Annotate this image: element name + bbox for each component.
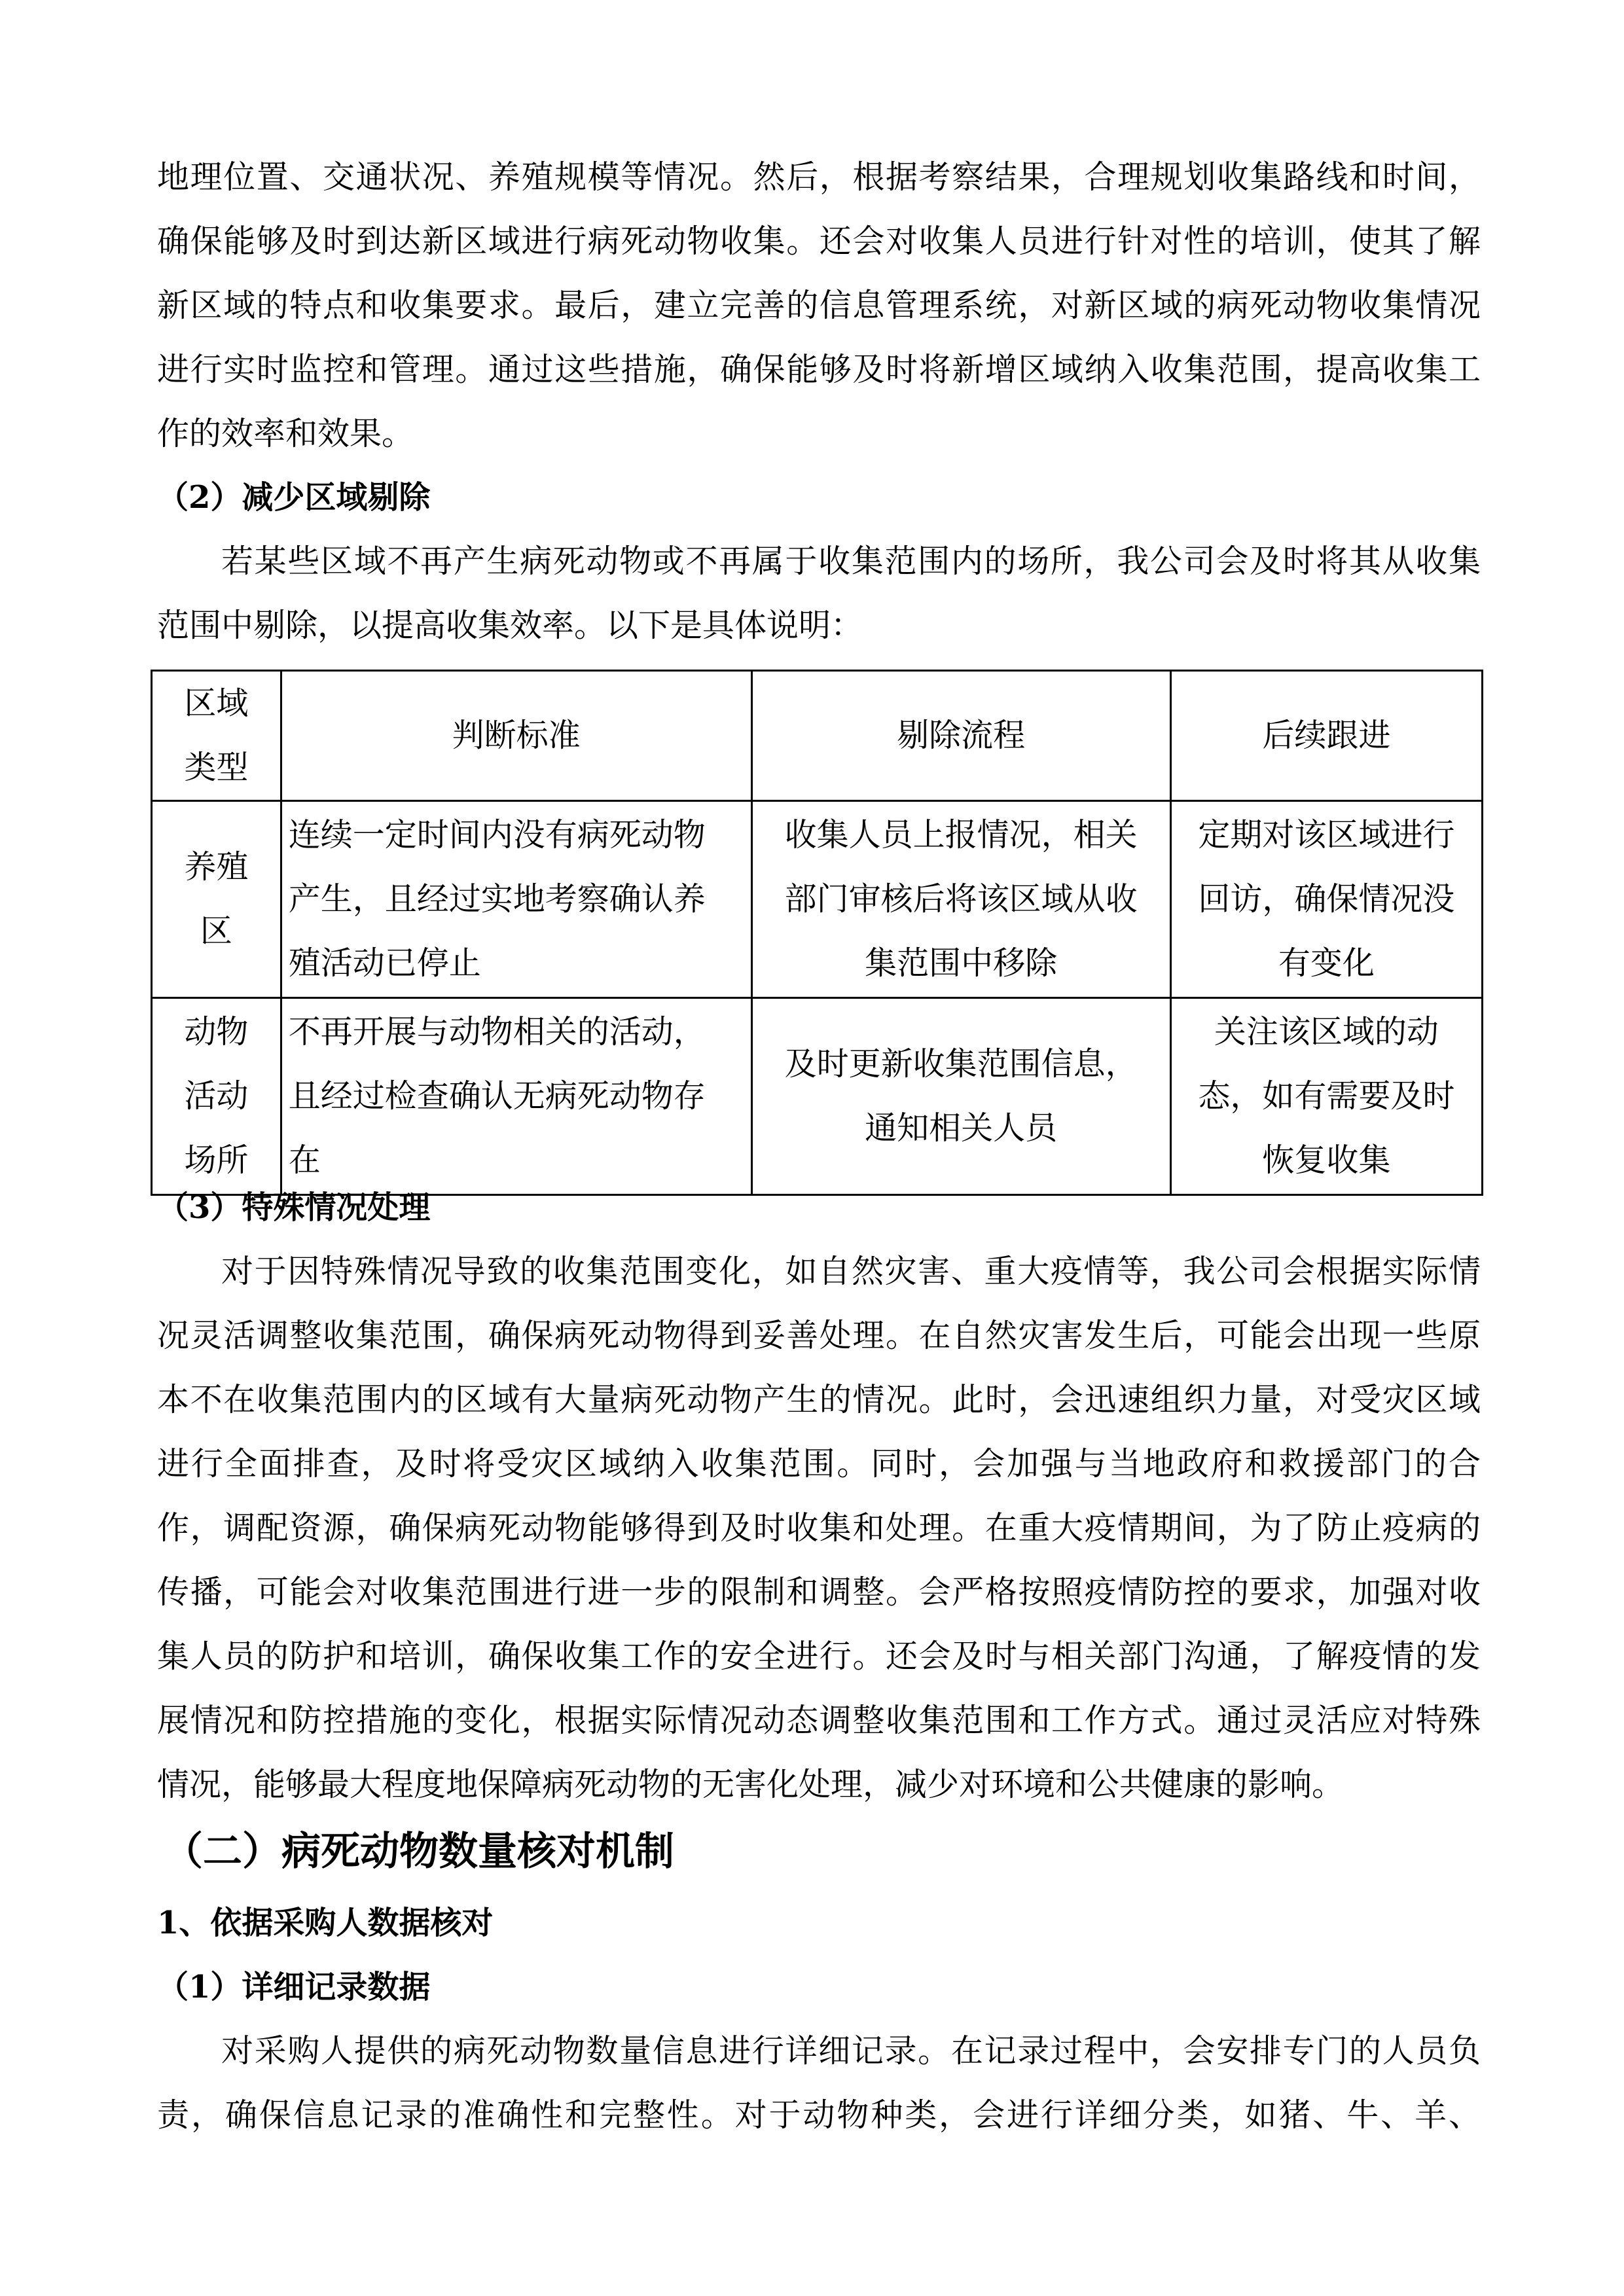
table-cell xyxy=(281,801,751,998)
table-cell xyxy=(751,671,1170,801)
text-line: 作的效率和效果。 xyxy=(157,415,414,452)
cell-line: 连续一定时间内没有病死动物 xyxy=(288,816,706,853)
cell-line: 区 xyxy=(200,912,232,950)
text-line: 况灵活调整收集范围，确保病死动物得到妥善处理。在自然灾害发生后，可能会出现一些原 xyxy=(157,1317,1481,1354)
table-cell xyxy=(1170,998,1482,1195)
heading-special-cases: （3）特殊情况处理 xyxy=(157,1189,431,1226)
cell-line: 区域 xyxy=(184,685,249,722)
table-row xyxy=(152,801,1483,998)
table-cell xyxy=(751,801,1170,998)
cell-line: 有变化 xyxy=(1278,944,1375,982)
cell-line: 后续跟进 xyxy=(1262,717,1391,754)
table-cell xyxy=(152,671,281,801)
text-line: 进行实时监控和管理。通过这些措施，确保能够及时将新增区域纳入收集范围，提高收集工 xyxy=(157,351,1481,388)
cell-line: 殖活动已停止 xyxy=(288,944,481,982)
text-line: 确保能够及时到达新区域进行病死动物收集。还会对收集人员进行针对性的培训，使其了解 xyxy=(157,223,1481,260)
cell-line: 活动 xyxy=(184,1077,249,1115)
text-line: 新区域的特点和收集要求。最后，建立完善的信息管理系统，对新区域的病死动物收集情况 xyxy=(157,287,1481,324)
text-line: 作，调配资源，确保病死动物能够得到及时收集和处理。在重大疫情期间，为了防止疫病的 xyxy=(157,1509,1481,1547)
paragraph-detailed-records xyxy=(157,2019,1481,2147)
cell-line: 态，如有需要及时 xyxy=(1198,1077,1455,1115)
cell-line: 通知相关人员 xyxy=(865,1109,1058,1147)
text-line: 集人员的防护和培训，确保收集工作的安全进行。还会及时与相关部门沟通，了解疫情的发 xyxy=(157,1638,1481,1675)
cell-line: 场所 xyxy=(184,1141,249,1179)
text-line: 本不在收集范围内的区域有大量病死动物产生的情况。此时，会迅速组织力量，对受灾区域 xyxy=(157,1381,1481,1418)
text-line: 对采购人提供的病死动物数量信息进行详细记录。在记录过程中，会安排专门的人员负 xyxy=(221,2032,1481,2070)
cell-line: 及时更新收集范围信息， xyxy=(784,1045,1138,1083)
text-line: 地理位置、交通状况、养殖规模等情况。然后，根据考察结果，合理规划收集路线和时间， xyxy=(157,158,1481,196)
cell-line: 产生，且经过实地考察确认养 xyxy=(288,880,706,918)
cell-line: 在 xyxy=(288,1141,321,1179)
cell-line: 剔除流程 xyxy=(897,717,1026,754)
table-header-row xyxy=(152,671,1483,801)
cell-line: 定期对该区域进行 xyxy=(1198,816,1455,853)
text-line: 情况，能够最大程度地保障病死动物的无害化处理，减少对环境和公共健康的影响。 xyxy=(157,1766,1344,1803)
cell-line: 集范围中移除 xyxy=(865,944,1058,982)
text-line: 进行全面排查，及时将受灾区域纳入收集范围。同时，会加强与当地政府和救援部门的合 xyxy=(157,1445,1481,1482)
text-line: 若某些区域不再产生病死动物或不再属于收集范围内的场所，我公司会及时将其从收集 xyxy=(221,543,1481,580)
cell-line: 回访，确保情况没 xyxy=(1198,880,1455,918)
heading-detailed-records: （1）详细记录数据 xyxy=(157,1969,431,2005)
table-cell xyxy=(281,998,751,1195)
table-cell xyxy=(152,801,281,998)
cell-line: 类型 xyxy=(184,749,249,786)
text-line: 传播，可能会对收集范围进行进一步的限制和调整。会严格按照疫情防控的要求，加强对收 xyxy=(157,1573,1481,1611)
text-line: 责，确保信息记录的准确性和完整性。对于动物种类，会进行详细分类，如猪、牛、羊、 xyxy=(157,2096,1481,2134)
cell-line: 关注该区域的动 xyxy=(1214,1013,1439,1050)
section-heading-count-check: （二）病死动物数量核对机制 xyxy=(164,1829,674,1874)
cell-line: 判断标准 xyxy=(452,717,581,754)
cell-line: 养殖 xyxy=(184,848,249,886)
table-cell xyxy=(152,998,281,1195)
cell-line: 动物 xyxy=(184,1013,249,1050)
text-line: 展情况和防控措施的变化，根据实际情况动态调整收集范围和工作方式。通过灵活应对特殊 xyxy=(157,1702,1481,1739)
text-line: 对于因特殊情况导致的收集范围变化，如自然灾害、重大疫情等，我公司会根据实际情 xyxy=(221,1253,1481,1290)
table-cell xyxy=(1170,671,1482,801)
cell-line: 且经过检查确认无病死动物存 xyxy=(288,1077,706,1115)
table-cell xyxy=(751,998,1170,1195)
table-row xyxy=(152,998,1483,1195)
text-line: 范围中剔除，以提高收集效率。以下是具体说明： xyxy=(157,607,863,644)
paragraph-reduce-area xyxy=(157,529,1481,658)
cell-line: 部门审核后将该区域从收 xyxy=(784,880,1138,918)
cell-line: 不再开展与动物相关的活动， xyxy=(288,1013,706,1050)
heading-buyer-data-check: 1、依据采购人数据核对 xyxy=(157,1905,494,1941)
paragraph-special-cases xyxy=(157,1240,1481,1817)
table-cell xyxy=(281,671,751,801)
region-removal-table xyxy=(151,670,1483,1196)
heading-reduce-area: （2）减少区域剔除 xyxy=(157,479,431,516)
table-cell xyxy=(1170,801,1482,998)
cell-line: 恢复收集 xyxy=(1262,1141,1391,1179)
paragraph-new-area xyxy=(157,145,1481,466)
cell-line: 收集人员上报情况，相关 xyxy=(784,816,1138,853)
